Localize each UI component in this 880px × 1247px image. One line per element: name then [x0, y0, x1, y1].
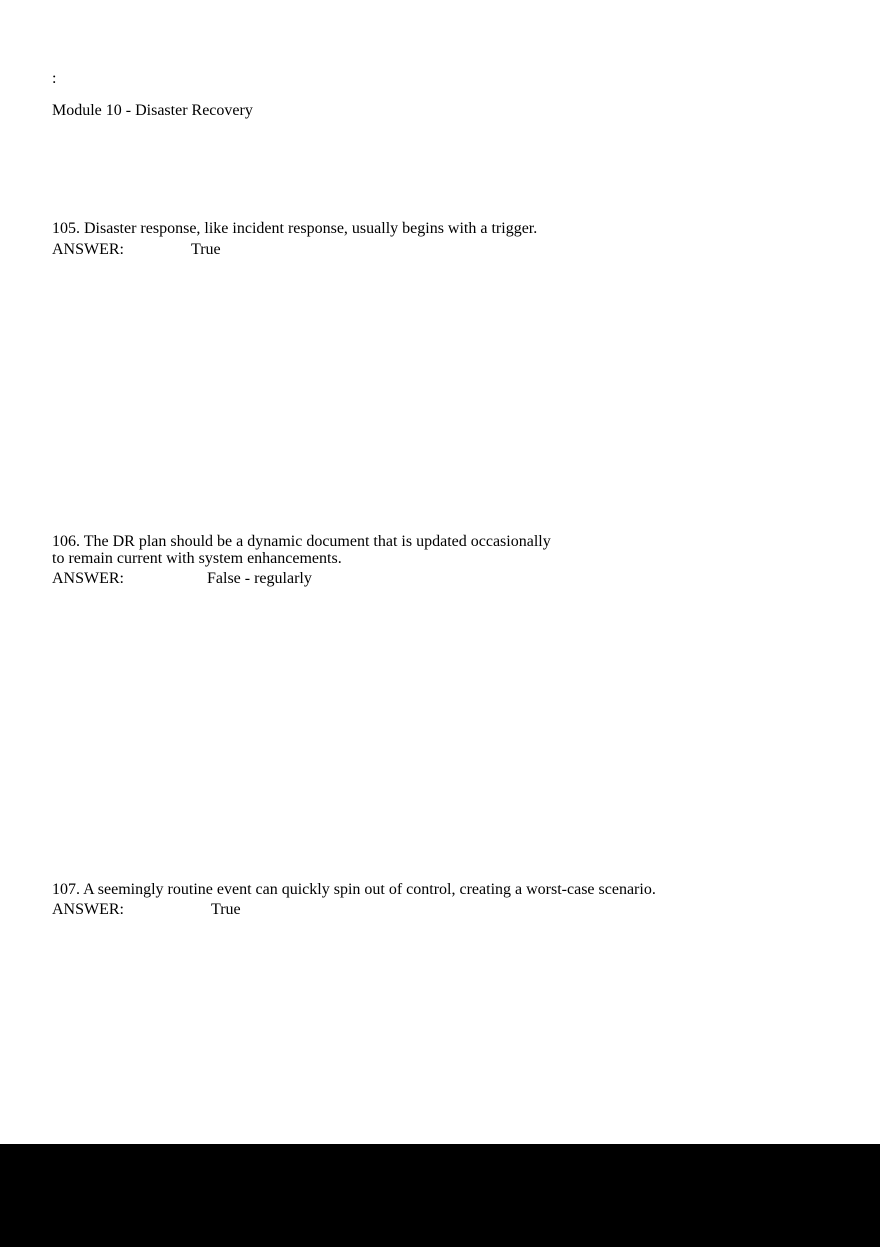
answer-label: ANSWER: — [52, 901, 124, 918]
answer-value: True — [211, 901, 241, 918]
answer-row — [52, 901, 241, 918]
answer-label: ANSWER: — [52, 570, 124, 587]
question-text-line-2: to remain current with system enhancements. — [52, 550, 342, 567]
answer-row — [52, 241, 221, 258]
question-text: 105. Disaster response, like incident response, usually begins with a trigger. — [52, 220, 538, 237]
answer-label: ANSWER: — [52, 241, 124, 258]
answer-value: False - regularly — [207, 570, 312, 587]
question-text-line-1: 106. The DR plan should be a dynamic document that is updated occasionally — [52, 533, 551, 550]
answer-row — [52, 570, 312, 587]
module-title: Module 10 - Disaster Recovery — [52, 102, 253, 119]
answer-value: True — [191, 241, 221, 258]
question-text: 107. A seemingly routine event can quickly spin out of control, creating a worst-case scenario. — [52, 881, 656, 898]
footer-black-band — [0, 1144, 880, 1247]
header-colon: : — [52, 70, 57, 87]
